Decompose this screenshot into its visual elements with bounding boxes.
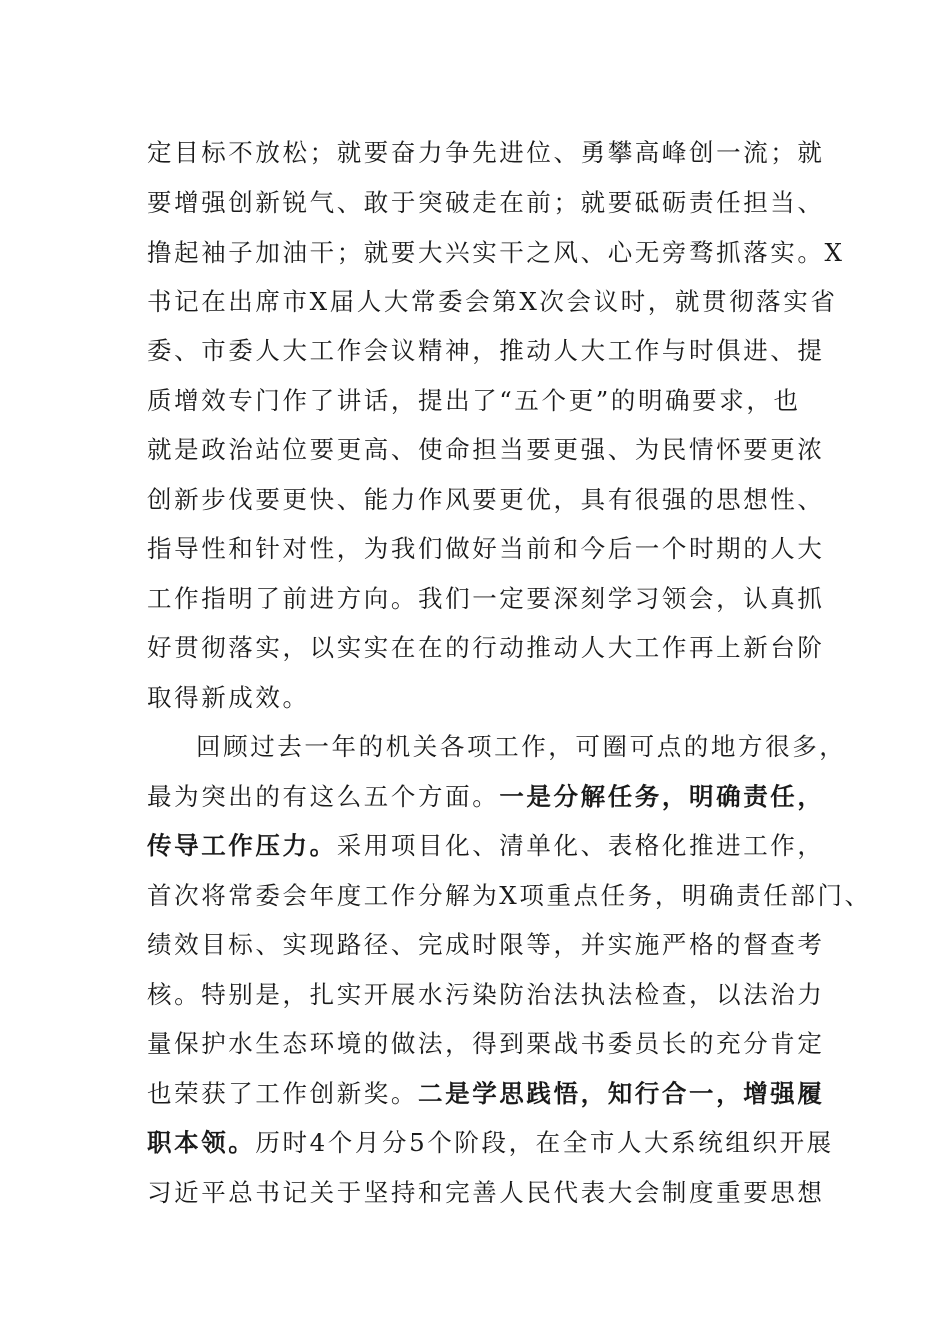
bold-heading-run: 传导工作压力。 xyxy=(147,831,337,860)
text-line: 撸起袖子加油干；就要大兴实干之风、心无旁骛抓落实。X xyxy=(147,238,845,267)
text-line: 绩效目标、实现路径、完成时限等，并实施严格的督查考 xyxy=(147,930,825,959)
text-line: 取得新成效。 xyxy=(147,683,310,712)
text-line: 工作指明了前进方向。我们一定要深刻学习领会，认真抓 xyxy=(147,584,825,613)
text-line: 书记在出席市X届人大常委会第X次会议时，就贯彻落实省 xyxy=(147,287,838,316)
text-line: 习近平总书记关于坚持和完善人民代表大会制度重要思想 xyxy=(147,1178,825,1207)
text-line: 回顾过去一年的机关各项工作，可圈可点的地方很多， xyxy=(196,732,847,761)
text-line: 创新步伐要更快、能力作风要更优，具有很强的思想性、 xyxy=(147,485,825,514)
text-line: 核。特别是，扎实开展水污染防治法执法检查，以法治力 xyxy=(147,980,825,1009)
text-line: 要增强创新锐气、敢于突破走在前；就要砥砺责任担当、 xyxy=(147,188,825,217)
text-run: 采用项目化、清单化、表格化推进工作， xyxy=(336,831,825,860)
text-line: 量保护水生态环境的做法，得到栗战书委员长的充分肯定 xyxy=(147,1029,825,1058)
bold-heading-run: 一是分解任务，明确责任， xyxy=(499,782,825,811)
text-run: 历时4个月分5个阶段，在全市人大系统组织开展 xyxy=(255,1128,834,1157)
text-line: 好贯彻落实，以实实在在的行动推动人大工作再上新台阶 xyxy=(147,633,825,662)
text-line: 指导性和针对性，为我们做好当前和今后一个时期的人大 xyxy=(147,534,825,563)
text-line: 首次将常委会年度工作分解为X项重点任务，明确责任部门、 xyxy=(147,881,872,910)
text-line: 定目标不放松；就要奋力争先进位、勇攀高峰创一流；就 xyxy=(147,138,825,167)
text-run: 也荣获了工作创新奖。 xyxy=(147,1079,418,1108)
bold-heading-run: 二是学思践悟，知行合一，增强履 xyxy=(418,1079,825,1108)
text-line xyxy=(147,1069,827,1119)
text-line: 就是政治站位要更高、使命担当要更强、为民情怀要更浓 xyxy=(147,435,825,464)
text-line: 委、市委人大工作会议精神，推动人大工作与时俱进、提 xyxy=(147,336,825,365)
text-run: 最为突出的有这么五个方面。 xyxy=(147,782,500,811)
text-line: 质增效专门作了讲话，提出了“五个更”的明确要求，也 xyxy=(147,386,801,415)
text-line xyxy=(147,821,827,871)
text-line xyxy=(147,772,827,822)
text-line xyxy=(147,1118,834,1168)
bold-heading-run: 职本领。 xyxy=(147,1128,256,1157)
